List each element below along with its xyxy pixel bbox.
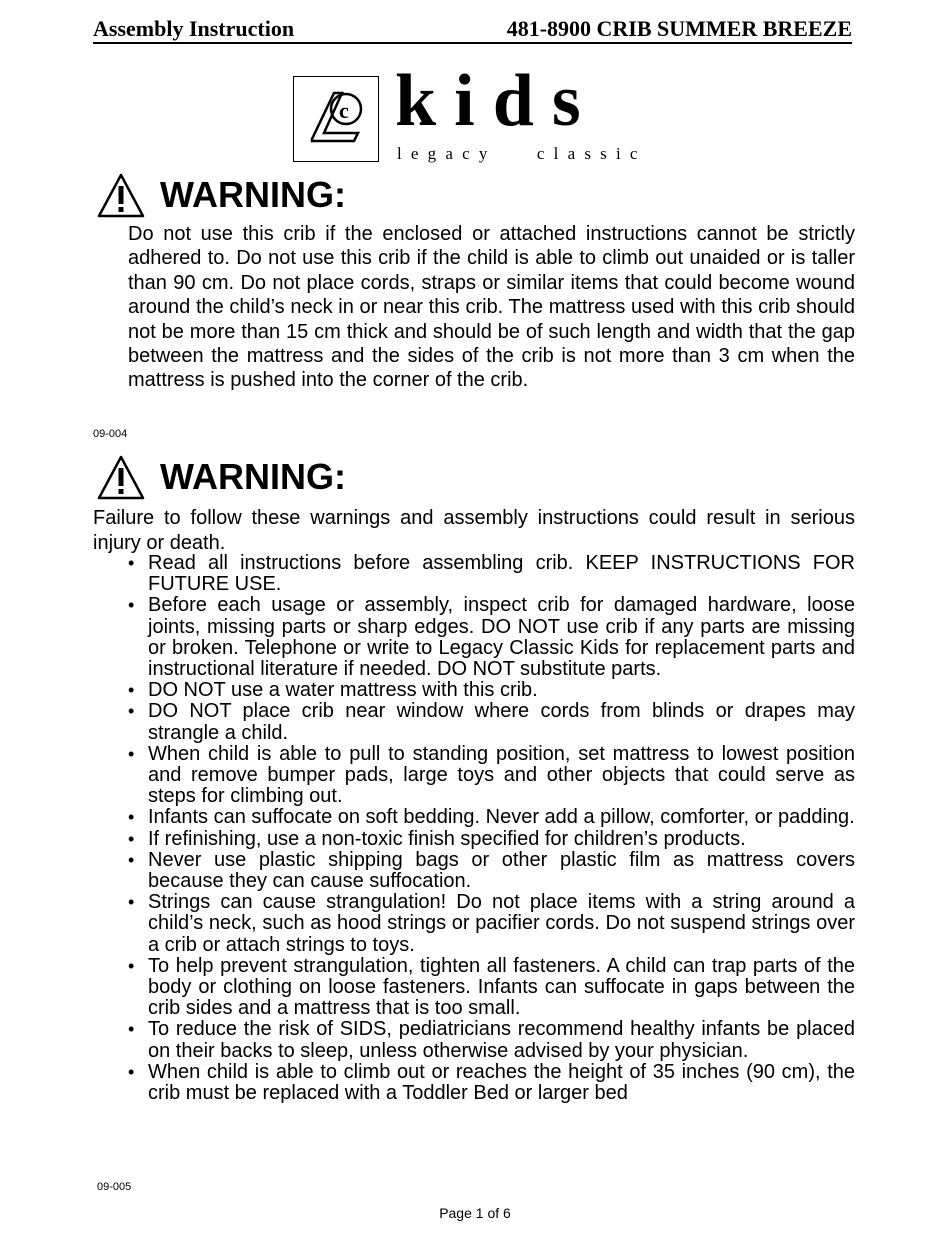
warning-code: 09-005 [97,1181,132,1193]
lc-monogram-icon [293,76,379,162]
list-item: • When child is able to pull to standing position, set mattress to lowest position and remove bumper pads, large toys and other objects that could serve as steps for climbing out. [148,744,855,808]
page-number: Page 1 of 6 [439,1205,511,1221]
warning-triangle-icon [96,172,146,220]
warning-body: Do not use this crib if the enclosed or attached instructions cannot be strictly adhered to. Do not use this crib if the child is able to climb out unaided or is taller than 90 cm. Do not place cords, straps or similar items that could become wound around the child’s neck in or near this crib. The mattress used with this crib should not be more than 15 cm thick and should be of such length and width that the gap between the mattress and the sides of the crib is not more than 3 cm when the mattress is pushed into the corner of the crib. [128,223,855,392]
list-item: • When child is able to climb out or reaches the height of 35 inches (90 cm), the crib must be replaced with a Toddler Bed or larger bed [148,1062,855,1104]
list-item: • Infants can suffocate on soft bedding. Never add a pillow, comforter, or padding. [148,807,855,828]
brand-tagline: legacy classic [397,144,647,163]
list-item: • Never use plastic shipping bags or other plastic film as mattress covers because they can cause suffocation. [148,850,855,892]
warning-triangle-icon [96,454,146,502]
warning-intro: Failure to follow these warnings and assembly instructions could result in serious injury or death. [93,507,855,554]
product-title: 481-8900 CRIB SUMMER BREEZE [506,16,852,41]
warning-code: 09-004 [93,428,128,440]
document-type: Assembly Instruction [93,16,295,41]
brand-name: kids [395,60,599,142]
list-item: • DO NOT use a water mattress with this crib. [148,680,855,701]
page-header [93,14,852,44]
list-item: • To help prevent strangulation, tighten all fasteners. A child can trap parts of the body or clothing on loose fasteners. Infants can suffocate in gaps between the crib sides and a mattress that is too small. [148,956,855,1020]
list-item: • DO NOT place crib near window where cords from blinds or drapes may strangle a child. [148,701,855,743]
warning-title: WARNING: [160,174,346,215]
list-item: • To reduce the risk of SIDS, pediatricians recommend healthy infants be placed on their backs to sleep, unless otherwise advised by your physician. [148,1019,855,1061]
svg-text:c: c [339,98,349,123]
warning-list [148,553,855,1104]
list-item: • Read all instructions before assembling crib. KEEP INSTRUCTIONS FOR FUTURE USE. [148,553,855,595]
list-item: • If refinishing, use a non-toxic finish specified for children’s products. [148,829,855,850]
list-item: • Strings can cause strangulation! Do not place items with a string around a child’s neck, such as hood strings or pacifier cords. Do not suspend strings over a crib or attach strings to toys. [148,892,855,956]
warning-title: WARNING: [160,456,346,497]
brand-logo [293,60,663,166]
list-item: • Before each usage or assembly, inspect crib for damaged hardware, loose joints, missing parts or sharp edges. DO NOT use crib if any parts are missing or broken. Telephone or write to Legacy Classic Kids for replacement parts and instructional literature if needed. DO NOT substitute parts. [148,595,855,680]
